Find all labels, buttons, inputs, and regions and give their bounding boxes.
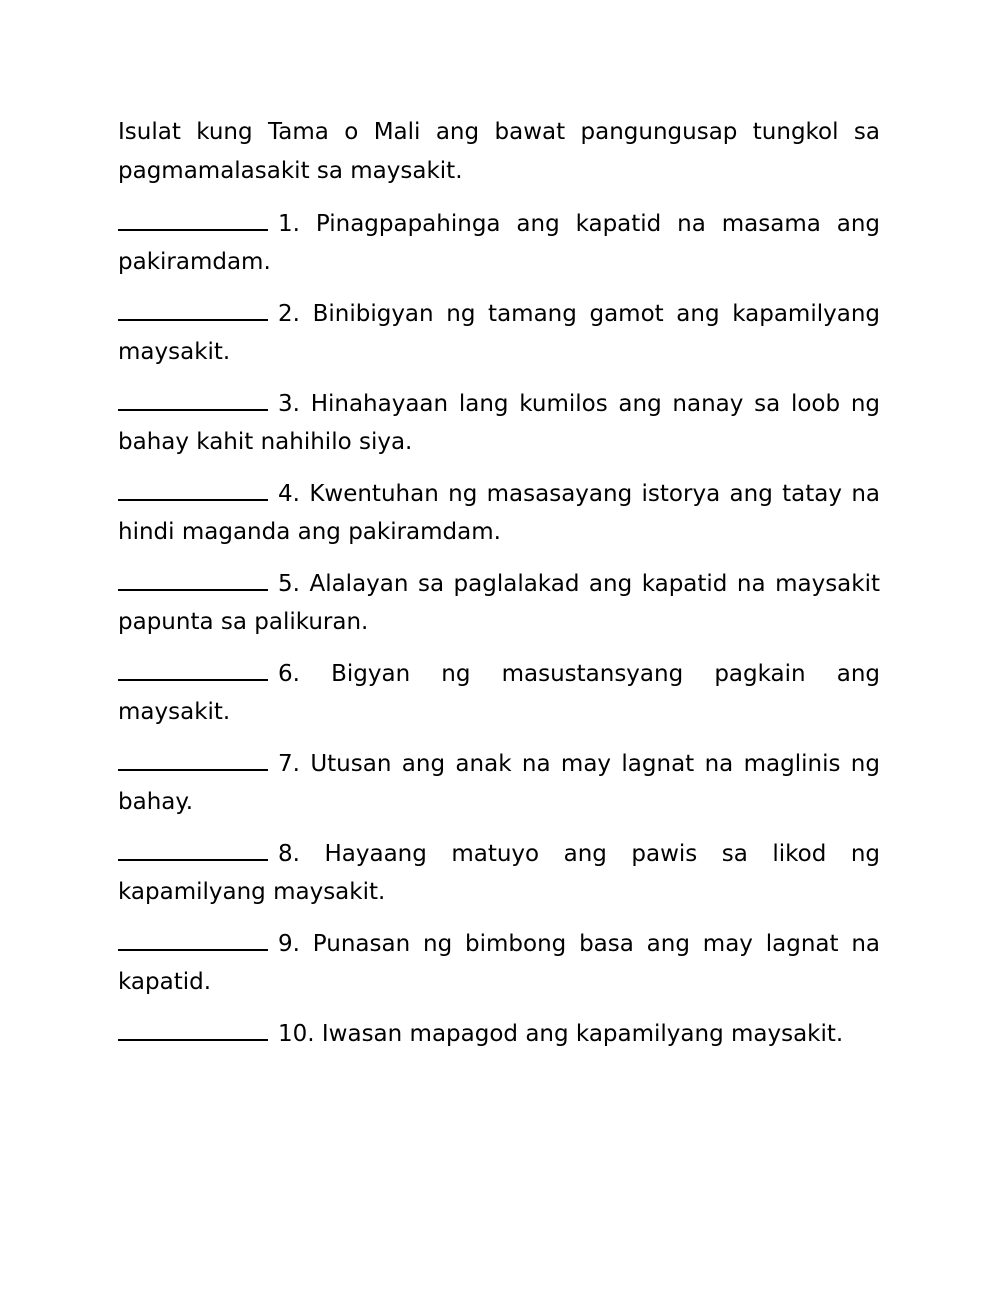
- question-item-9: [118, 925, 880, 1001]
- question-text-6: Bigyan ng masustansyang pagkain ang maysakit.: [118, 661, 880, 725]
- answer-blank-10[interactable]: [118, 1015, 268, 1041]
- question-text-5: Alalayan sa paglalakad ang kapatid na maysakit papunta sa palikuran.: [118, 571, 881, 635]
- question-item-6: [118, 655, 880, 731]
- instructions: Isulat kung Tama o Mali ang bawat pangungusap tungkol sa pagmamalasakit sa maysakit.: [118, 119, 880, 184]
- question-item-7: [118, 745, 880, 821]
- worksheet: [118, 113, 880, 1067]
- question-number-9: 9.: [278, 931, 300, 957]
- answer-blank-2[interactable]: [118, 295, 268, 321]
- question-text-2: Binibigyan ng tamang gamot ang kapamilyang maysakit.: [118, 301, 880, 365]
- question-text-8: Hayaang matuyo ang pawis sa likod ng kapamilyang maysakit.: [118, 841, 880, 905]
- answer-blank-3[interactable]: [118, 385, 268, 411]
- question-number-2: 2.: [278, 301, 300, 327]
- question-text-10: Iwasan mapagod ang kapamilyang maysakit.: [321, 1021, 844, 1047]
- question-number-10: 10.: [278, 1021, 315, 1047]
- answer-blank-5[interactable]: [118, 565, 268, 591]
- question-number-7: 7.: [278, 751, 300, 777]
- answer-blank-9[interactable]: [118, 925, 268, 951]
- answer-blank-6[interactable]: [118, 655, 268, 681]
- question-number-4: 4.: [278, 481, 300, 507]
- question-item-5: [118, 565, 880, 641]
- question-text-9: Punasan ng bimbong basa ang may lagnat na kapatid.: [118, 931, 881, 995]
- answer-blank-8[interactable]: [118, 835, 268, 861]
- answer-blank-4[interactable]: [118, 475, 268, 501]
- answer-blank-7[interactable]: [118, 745, 268, 771]
- question-text-4: Kwentuhan ng masasayang istorya ang tatay na hindi maganda ang pakiramdam.: [118, 481, 880, 545]
- question-text-3: Hinahayaan lang kumilos ang nanay sa loob ng bahay kahit nahihilo siya.: [118, 391, 880, 455]
- answer-blank-1[interactable]: [118, 205, 268, 231]
- question-item-4: [118, 475, 880, 551]
- question-text-7: Utusan ang anak na may lagnat na maglinis ng bahay.: [118, 751, 880, 815]
- question-item-10: [118, 1015, 880, 1053]
- question-text-1: Pinagpapahinga ang kapatid na masama ang pakiramdam.: [118, 211, 880, 275]
- question-number-8: 8.: [278, 841, 300, 867]
- question-number-1: 1.: [278, 211, 300, 237]
- question-number-6: 6.: [278, 661, 300, 687]
- question-item-1: [118, 205, 880, 281]
- question-item-2: [118, 295, 880, 371]
- question-item-8: [118, 835, 880, 911]
- question-item-3: [118, 385, 880, 461]
- question-number-5: 5.: [278, 571, 300, 597]
- question-number-3: 3.: [278, 391, 300, 417]
